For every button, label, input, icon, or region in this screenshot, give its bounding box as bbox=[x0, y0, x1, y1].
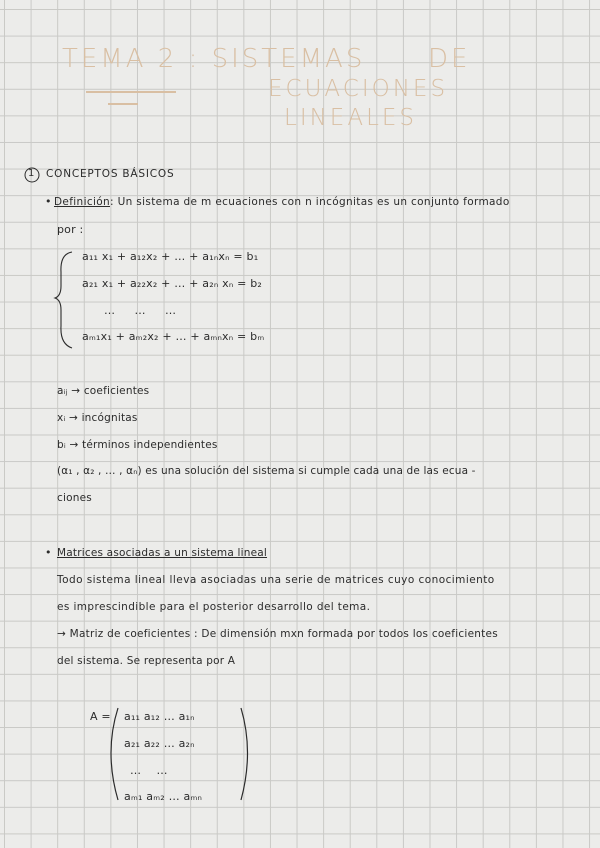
aij-note: aᵢⱼ → coeficientes bbox=[57, 385, 150, 397]
matrix-row-1: a₁₁ a₁₂ … a₁ₙ bbox=[124, 710, 195, 723]
matrix-row-2: a₂₁ a₂₂ … a₂ₙ bbox=[124, 737, 195, 750]
solution-line1: (α₁ , α₂ , … , αₙ) es una solución del sistema si cumple cada una de las ecua - bbox=[57, 465, 476, 477]
matrices-line3: → Matriz de coeficientes : De dimensión mxn formada por todos los coeficientes bbox=[57, 628, 498, 640]
title-part2: DE bbox=[428, 44, 471, 74]
equation-3: … … … bbox=[104, 304, 184, 317]
section-number: 1 bbox=[28, 168, 35, 179]
matrix-left-paren bbox=[111, 708, 118, 800]
matrices-bullet: • bbox=[45, 546, 52, 559]
equation-2: a₂₁ x₁ + a₂₂x₂ + … + a₂ₙ xₙ = b₂ bbox=[82, 277, 263, 290]
matrix-row-3: … … bbox=[130, 764, 174, 777]
bi-note: bᵢ → términos independientes bbox=[57, 439, 218, 451]
matrix-row-4: aₘ₁ aₘ₂ … aₘₙ bbox=[124, 790, 203, 803]
equation-4: aₘ₁x₁ + aₘ₂x₂ + … + aₘₙxₙ = bₘ bbox=[82, 330, 265, 343]
system-brace bbox=[55, 252, 72, 348]
title-line2: ECUACIONES bbox=[268, 76, 449, 102]
definition-term: Definición bbox=[54, 196, 110, 208]
definition-line1-rest: : Un sistema de m ecuaciones con n incógnitas es un conjunto formado bbox=[110, 196, 510, 208]
title-line3: LINEALES bbox=[284, 105, 418, 131]
matrices-line4: del sistema. Se representa por A bbox=[57, 655, 236, 667]
matrices-line1: Todo sistema lineal lleva asociadas una serie de matrices cuyo conocimiento bbox=[57, 574, 495, 586]
definition-line2: por : bbox=[57, 223, 84, 236]
matrices-heading: Matrices asociadas a un sistema lineal bbox=[57, 547, 268, 559]
section-heading: CONCEPTOS BÁSICOS bbox=[46, 168, 175, 180]
definition-bullet: • bbox=[45, 195, 52, 208]
matrix-right-paren bbox=[241, 708, 248, 800]
solution-line2: ciones bbox=[57, 492, 92, 504]
matrices-line2: es imprescindible para el posterior desarrollo del tema. bbox=[57, 601, 371, 613]
definition-line1 bbox=[54, 196, 510, 208]
matrix-label: A = bbox=[90, 710, 111, 723]
title-part1: TEMA 2 : SISTEMAS bbox=[62, 44, 366, 74]
equation-1: a₁₁ x₁ + a₁₂x₂ + … + a₁ₙxₙ = b₁ bbox=[82, 250, 259, 263]
xi-note: xᵢ → incógnitas bbox=[57, 412, 138, 424]
